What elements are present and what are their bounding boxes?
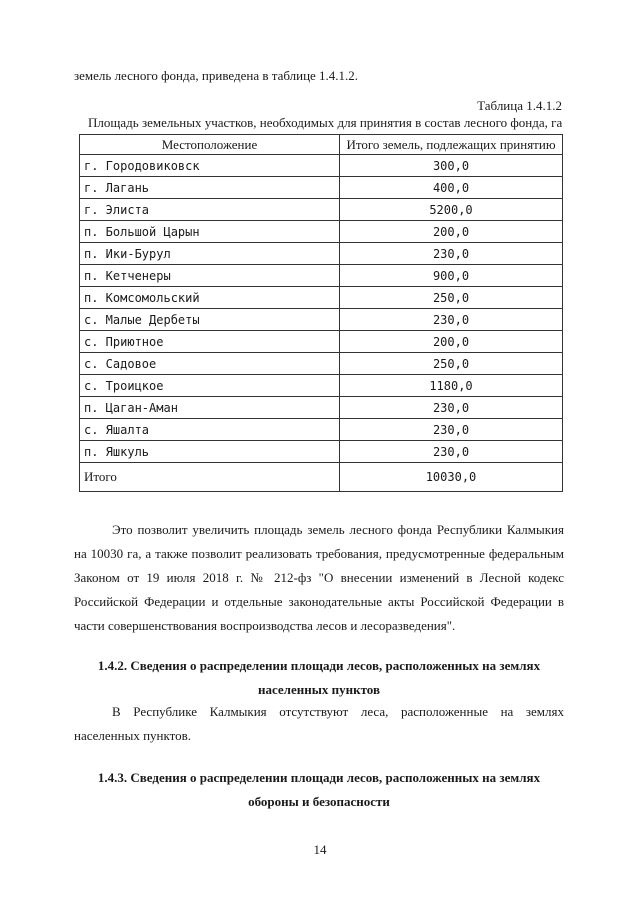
- table-row: [80, 265, 563, 287]
- location-cell: с. Троицкое: [80, 375, 340, 397]
- table-row: [80, 155, 563, 177]
- header-location: Местоположение: [80, 135, 340, 155]
- table-row: [80, 309, 563, 331]
- area-cell: 200,0: [340, 331, 563, 353]
- table-caption: Таблица 1.4.1.2: [477, 98, 562, 113]
- section-heading-1-4-2: 1.4.2. Сведения о распределении площади лесов, расположенных на землях населенных пунктов: [97, 658, 541, 697]
- table-row: [80, 243, 563, 265]
- location-cell: п. Цаган-Аман: [80, 397, 340, 419]
- area-cell: 230,0: [340, 309, 563, 331]
- area-cell: 250,0: [340, 353, 563, 375]
- table-row: [80, 199, 563, 221]
- location-cell: п. Кетченеры: [80, 265, 340, 287]
- location-cell: п. Ики-Бурул: [80, 243, 340, 265]
- area-cell: 230,0: [340, 397, 563, 419]
- location-cell: п. Большой Царын: [80, 221, 340, 243]
- section-heading-1-4-3: 1.4.3. Сведения о распределении площади лесов, расположенных на землях обороны и безопасности: [97, 770, 541, 809]
- area-cell: 200,0: [340, 221, 563, 243]
- table-row: [80, 221, 563, 243]
- table-row: [80, 419, 563, 441]
- land-area-table: [79, 134, 563, 492]
- table-title: Площадь земельных участков, необходимых для принятия в состав лесного фонда, га: [88, 115, 563, 130]
- total-label: Итого: [80, 463, 340, 492]
- area-cell: 1180,0: [340, 375, 563, 397]
- table-header-row: [80, 135, 563, 155]
- location-cell: п. Яшкуль: [80, 441, 340, 463]
- area-cell: 250,0: [340, 287, 563, 309]
- total-value: 10030,0: [340, 463, 563, 492]
- table-row: [80, 375, 563, 397]
- area-cell: 230,0: [340, 441, 563, 463]
- header-total-area: Итого земель, подлежащих принятию: [340, 135, 563, 155]
- area-cell: 230,0: [340, 243, 563, 265]
- area-cell: 5200,0: [340, 199, 563, 221]
- table-row: [80, 287, 563, 309]
- area-cell: 230,0: [340, 419, 563, 441]
- table-row: [80, 397, 563, 419]
- section-1-4-2-body: [74, 700, 564, 748]
- intro-text: земель лесного фонда, приведена в таблице 1.4.1.2.: [74, 68, 359, 83]
- location-cell: г. Лагань: [80, 177, 340, 199]
- location-cell: г. Элиста: [80, 199, 340, 221]
- table-total-row: [80, 463, 563, 492]
- location-cell: г. Городовиковск: [80, 155, 340, 177]
- location-cell: с. Приютное: [80, 331, 340, 353]
- paragraph-text: Это позволит увеличить площадь земель лесного фонда Республики Калмыкия на 10030 га, а также позволит реализовать требования, предусмотренные федеральным Законом от 19 июля 2018 г. № 212-фз "О внесении изменений в Лесной кодекс Российской Федерации и отдельные законодательные акты Российской Федерации в части совершенствования воспроизводства лесов и лесоразведения".: [74, 522, 564, 633]
- location-cell: с. Малые Дербеты: [80, 309, 340, 331]
- table-row: [80, 353, 563, 375]
- area-cell: 300,0: [340, 155, 563, 177]
- area-cell: 400,0: [340, 177, 563, 199]
- table-row: [80, 441, 563, 463]
- section-1-4-2-text: В Республике Калмыкия отсутствуют леса, расположенные на землях населенных пунктов.: [74, 704, 564, 743]
- area-cell: 900,0: [340, 265, 563, 287]
- table-row: [80, 331, 563, 353]
- page-number: 14: [313, 842, 327, 857]
- location-cell: с. Садовое: [80, 353, 340, 375]
- location-cell: с. Яшалта: [80, 419, 340, 441]
- location-cell: п. Комсомольский: [80, 287, 340, 309]
- table-row: [80, 177, 563, 199]
- paragraph-consequence: [74, 518, 564, 638]
